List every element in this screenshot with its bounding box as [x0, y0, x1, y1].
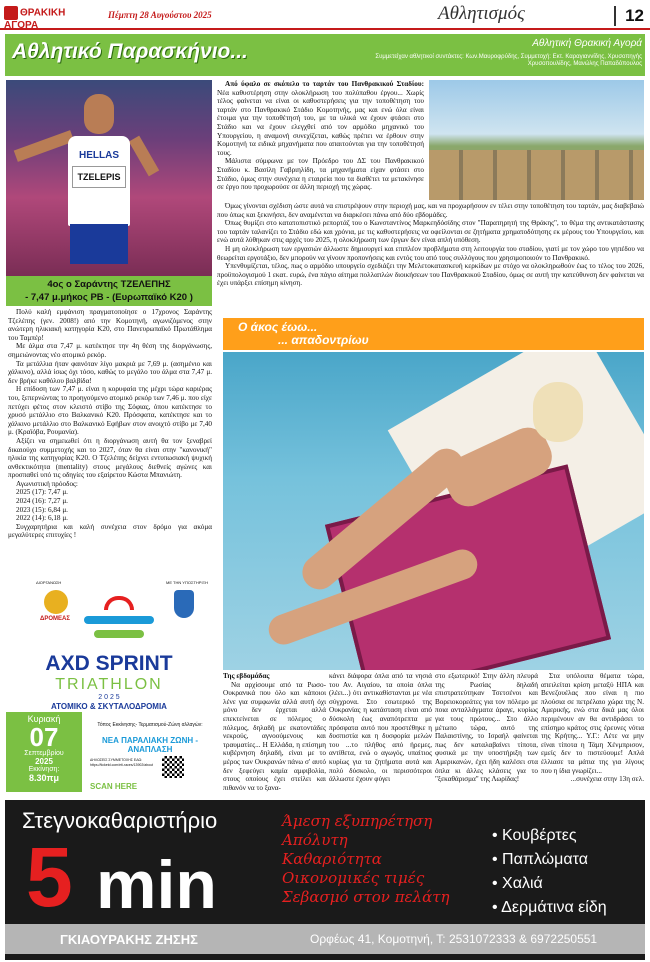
progress-item: 2025 (17): 7,47 μ. [16, 488, 68, 497]
track-materials [429, 150, 644, 200]
event-day: Κυριακή [27, 714, 61, 724]
org-label: ΔΙΟΡΓΑΝΩΣΗ [36, 580, 62, 585]
paragraph: Η μη ολοκλήρωση των εργασιών άλλωστε δημιουργεί και επιπλέον προβλήματα στη λειτουργία του σταδίου, γιατί με τον χώρο του γηπέδου να θεωρείται εργοτάξιο, δεν μπορούν να γίνουν προπονήσεις και εντός του από τους συλλόγους που χρησιμοποιούν το Πανθρακικό. [217, 244, 644, 262]
ad-address: Ορφέως 41, Κομοτηνή, Τ: 2531072333 & 6972250551 [310, 932, 598, 946]
slogan: Άμεση εξυπηρέτηση [282, 812, 433, 830]
jersey-text: HELLAS [79, 150, 119, 161]
caption-line-1: 4ος ο Σαράντης ΤΖΕΛΕΠΗΣ [47, 279, 171, 290]
service-label: Δερμάτινα είδη [501, 899, 607, 916]
support-label: ΜΕ ΤΗΝ ΥΠΟΣΤΗΡΙΞΗ [166, 580, 209, 585]
triathlon-figures-icon [84, 596, 154, 646]
banner-credits: Συμμετείχαν αθλητικοί συντάκτες: Κων.Μαυροφρύδης, Συμμετοχή: Εκτ. Καραγιαννίδης, Χρυσοπηγής Χρυσοπουλίδης, Μανώλης Παπαδόπουλος [375, 54, 642, 67]
stadium-article-top [217, 80, 424, 192]
qr-code-icon[interactable] [162, 756, 184, 778]
ad-number: 5 [26, 830, 73, 924]
progress-item: 2022 (14): 6,18 μ. [16, 514, 68, 523]
municipality-crest-icon [174, 590, 194, 618]
opinion-column-3 [435, 672, 538, 784]
paragraph: κάνει διάφορα όπλα από τα νησιά του Αν. Αιγαίου, τα οποία όπλα (λέει...) ότι αντικαθίστανται με νέα σύγχρονα. Στο εσωτερικό της Ουκρανίας η κατάσταση είναι από δύσκολη έως αναπότρεπτα με πρόσφατα αυτό που προστέθηκε η δυσπιστία και η δυσφορία μελών του ...το πλήθος από ήρεμες, αντίθετα, ενώ ο αγωγός, υπαίτιος κυρίως για τα ζητήματα αυτά και πολύ δύσκολο, οι περισσότεροι άλλωστε έχουν φύγει [329, 672, 432, 784]
scan-label: SCAN HERE [90, 782, 138, 791]
service-item: • Κουβέρτες [492, 827, 577, 844]
event-day-number: 07 [29, 722, 59, 752]
page-number: 12 [614, 6, 644, 26]
ad-min: min [96, 847, 217, 923]
slogan: Απόλυτη Καθαριότητα [282, 831, 382, 868]
athlete-arm-right [129, 136, 159, 177]
opinion-column-2 [329, 672, 432, 784]
event-year-box: 2025 [35, 757, 53, 766]
bib-name: TZELEPIS [72, 166, 126, 188]
service-item: • Παπλώματα [492, 851, 588, 868]
poolside-photo [223, 352, 644, 670]
caption-line-2: - 7,47 μ.μήκος PB - (Ευρωπαϊκό Κ20 ) [25, 292, 193, 303]
stadium-photo [429, 80, 644, 200]
service-label: Κουβέρτες [502, 827, 577, 844]
issue-date: Πέμπτη 28 Αυγούστου 2025 [108, 10, 212, 20]
registration-link[interactable]: ΔΗΛΩΣΕΙΣ ΣΥΜΜΕΤΟΧΗΣ ΕΔΩ: https://ticketd.com/eti-races/13902/about [90, 758, 154, 767]
athlete-article [8, 308, 212, 540]
paragraph: στο εξωτερικό! Στην άλλη πλευρά της Ρωσίας δηλαδή επιστρατεύτηκαν Τσετσένοι και Βορειοκορεάτες για τον πόλεμο με ποια ανταλλάγματα άραγε, κυρίως για τους πρώτους... Στο άλλο μέτωπο τώρα, αυτό της Παλαιστίνης, το Ισραήλ φαίνεται πως δεν καταλαβαίνει τίποτα, φυσικά με την υποστήριξη των Αμερικανών, έχει ήδη καλέσει στα όπλα κι άλλες κλάσεις για το "ξεκαθάρισμα" της Λωρίδας! [435, 672, 538, 784]
stadium-article [217, 202, 644, 288]
paragraph: Στα υπόλοιπα θέματα τώρα, απειλείται κρίση μεταξύ ΗΠΑ και Βενεζουέλας που είναι η πιο πλούσια σε πετρέλαιο χώρα της Ν. Αμερικής, ενώ στα δικά μας όλοι περιμένουν αν θα αντιδράσει το επίσημο κράτος στις έρευνες νότια της Κρήτης... Υ.Γ.: Λέτε να μην είναι τίποτα η Τάμη Χένμπρισον, εμείς δεν το πιστεύουμε! Απλά έλλιασε τα μάτια της για λίγους που η ίδια γνωρίζει... [541, 672, 644, 775]
continued-note: ...συνέχεια στην 13η σελ. [570, 775, 644, 784]
athlete-photo [6, 80, 212, 276]
paragraph: Νέα καθυστέρηση στην ολοκλήρωση του πολύπαθου έργου... Χωρίς τέλος φαίνεται να είναι οι καθυστερήσεις για την τοποθέτηση του ταρτάν στο Πανθρακικό Στάδιο Κομοτηνής, μας και ενώ όλα είναι έτοιμα για την τοποθέτησή του, με τα υλικά να έχουν φτάσει στο Στάδιο και να έχουν ελεγχθεί από τον αρμόδιο μηχανικό του Υπουργείου, η αναμονή συνεχίζεται, καθώς πρέπει να έρθουν στην Κομοτηνή τα ειδικά μηχανήματα που απαιτούνται για την τοποθέτησή τους. [217, 88, 424, 157]
service-list [492, 824, 607, 920]
club-logo-icon [44, 590, 68, 614]
opinion-title-line-1: Ο άκος έωω... [238, 320, 318, 334]
athlete-arm [14, 130, 74, 162]
service-item: • Δερμάτινα είδη [492, 899, 607, 916]
ad-slogans [282, 812, 452, 907]
figure-hair [533, 382, 583, 442]
progress-item: 2023 (15): 6,84 μ. [16, 505, 68, 514]
event-date-box [6, 712, 82, 792]
newspaper-logo [4, 6, 100, 31]
paragraph: Συγχαρητήρια και καλή συνέχεια στον δρόμο για ακόμα μεγαλύτερες επιτυχίες ! [8, 522, 212, 540]
athlete-shorts [70, 224, 128, 264]
location-label: Τόπος Εκκίνησης- Τερματισμού-Ζώνη αλλαγών: [97, 722, 203, 728]
progress-title: Αγωνιστική πρόοδος: [16, 479, 78, 488]
logo-text: ΘΡΑΚΙΚΗ ΑΓΟΡΑ [4, 7, 66, 31]
banner-title: Αθλητικό Παρασκήνιο... [12, 40, 248, 63]
event-month: Σεπτεμβρίου [24, 750, 64, 757]
progress-item: 2024 (16): 7,27 μ. [16, 497, 68, 506]
opinion-title [238, 321, 369, 347]
article-lead: Από ύφαλο σε σκόπελο το ταρτάν του Πανθρακικού Σταδίου: [225, 80, 424, 88]
paragraph: Μάλιστα σύμφωνα με τον Πρόεδρο του ΔΣ του Πανθρακικού Σταδίου κ. Βασίλη Γαβριηλίδη, τα μηχανήματα είχαν φτάσει στο Στάδιο, όμως στην συνέχεια η εταιρεία που τα διαθέτει τα μετακίνησε σε έργο που προχωρούσε σε άλλη περιοχή της χώρας. [217, 157, 424, 192]
event-subtitle: TRIATHLON [55, 676, 163, 693]
ad-owner: ΓΚΙΑΟΥΡΑΚΗΣ ΖΗΣΗΣ [60, 932, 198, 947]
club-name: ΔΡΟΜΕΑΣ [40, 616, 70, 622]
event-title: AXD SPRINT [45, 652, 173, 675]
paragraph: Υπενθυμίζεται, τέλος, πως ο αρμόδιο υπουργείο σχεδιάζει την Μελετοκατασκευή κερκίδων με στόχο να ολοκληρωθούν έως το τέλος του 2026, προϋπολογισμού 1 εκατ. ευρώ, ένα πάγιο αίτημα πολλαπλών διοικήσεων του Πανθρακικού Σταδίου, όμως σε αυτή την κατεύθυνση δεν φαίνεται να έχει υπάρξει επίσημη κίνηση. [217, 262, 644, 288]
athlete-caption [6, 276, 212, 306]
paragraph: Αξίζει να σημειωθεί ότι η διοργάνωση αυτή θα τον ξεναβρεί δικαιούχο συμμετοχής και το 2027, όταν θα είναι στην "κανονική" ηλικία της κατηγορίας Κ20. Ο Τζελέπης δείχνει εντυπωσιακή ψυχική ανθεκτικότητα (mentality) στους μεγάλους διεθνείς αγώνες και προσπαθεί υπό τις οδηγίες του εξαίρετου Κώστα Μπανιώτη. [8, 436, 212, 480]
slogan: Σεβασμό στον πελάτη [282, 888, 450, 906]
event-year: 2 0 2 5 [98, 694, 120, 701]
start-label: Εκκίνηση: [28, 766, 60, 773]
opinion-title-line-2: ... απαδοντρίωυ [278, 333, 369, 347]
athlete-head [84, 94, 114, 134]
paragraph: Όπως θυμίζει στο κατατοπιστικό ρεπορτάζ του ο Κωνσταντίνος Μαρκεηδόσίδης στον "Παρατηρητή της Θράκης", το θέμα της αντικατάστασης του ταρτάν ταλανίζει το Στάδιο εδώ και χρόνια, με τις καθυστερήσεις να οφείλονται σε ζητήματα χρηματοδότησης εκ μέρους του Υπουργείου, και ενώ αυτά λύθηκαν στις αρχές του 2025, η ολοκλήρωση των έργων δεν είναι απλή υπόθεση. [217, 219, 644, 245]
service-item: • Χαλιά [492, 875, 543, 892]
event-type: ΑΤΟΜΙΚΟ & ΣΚΥΤΑΛΟΔΡΟΜΙΑ [51, 702, 167, 711]
ad-title: Στεγνοκαθαριστήριο [22, 808, 218, 833]
paragraph: Τα μετάλλια ήταν φαινόταν λίγο μακριά με 7,69 μ. (ασημένιο και χάλκινο), αλλά ίσως όχι τόσο, καθώς το μεγάλο του άλμα στα 7,47 μ. δεν βρήκε καθόλου βαλβίδα! [8, 359, 212, 385]
opinion-column-4 [541, 672, 644, 784]
paragraph: Η επίδοση των 7,47 μ. είναι η κορυφαία της μέχρι τώρα καριέρας του, ξεπερνώντας το προηγούμενο ατομικό ρεκόρ των 7,46 μ. που είχε πετύχει φέτος στον κλειστό στίβο της Σόφιας, όπου κατέκτησε το χρυσό μετάλλιο στο Βαλκανικό Κ20. Πρόσφατα, κατέκτησε και το χάλκινο μετάλλιο στο Βαλκανικό Εφήβων στον ανοιχτό στίβο με 7,40 μ. (Κραϊόβα, Ρουμανία). [8, 385, 212, 437]
paragraph: Πολύ καλή εμφάνιση πραγματοποίησε ο 17χρονος Σαράντης Τζελέπης (γεν. 2008!) από την Κομοτηνή, αγωνιζόμενος στην ανώτερη ηλικιακή κατηγορία Κ20, στο Πανευρωπαϊκό Πρωτάθλημα του Ταμπέρ! [8, 308, 212, 342]
slogan: Οικονομικές τιμές [282, 869, 425, 887]
paragraph: Να αρχίσουμε από τα Ρωσο- Ουκρανικά που όλο και κάποιοι λένε για συμφωνία αλλά αυτή όχι μόνο δεν έρχεται αλλά επεκτείνεται σε πόλεμος ο πόλεμος, δηλαδή με εκατοντάδες νεκρούς, αγνοούμενους και τραυματίες... Η Ελλάδα, η επίσημη κυβέρνηση δηλαδή, είναι με το μέρος των Ουκρανών πάνω σ' αυτό δεν ξεφεύγει καμία αμφιβολία, στους οποίους έχει στείλει και πιθανόν να το ξανα- [223, 680, 326, 792]
logo-icon [4, 6, 18, 20]
section-title: Αθλητισμός [438, 3, 525, 24]
service-label: Χαλιά [502, 875, 543, 892]
location: ΝΕΑ ΠΑΡΑΛΙΑΚΗ ΖΩΝΗ - ΑΝΑΠΛΑΣΗ [101, 736, 199, 754]
column-heading: Της εβδομάδας [223, 672, 270, 680]
start-time: 8.30πμ [29, 773, 59, 783]
opinion-column-1 [223, 672, 326, 792]
athlete-jersey [68, 136, 130, 226]
paragraph: Όμως γίνονται σχέδιση ώστε αυτά να επιστρέψουν στην περιοχή μας, και να προχωρήσουν εν τέλει στην τοποθέτηση του ταρτάν, μας διαβεβαιώ που όπως και ξεκινήσει, δεν αναμένεται να διαρκέσει πάνω από δύο εβδομάδες. [217, 202, 644, 219]
paragraph: Με άλμα στα 7,47 μ. κατέκτησε την 4η θέση της διοργάνωσης, σημειώνοντας νέο ατομικό ρεκόρ. [8, 342, 212, 359]
service-label: Παπλώματα [502, 851, 588, 868]
banner-right: Αθλητική Θρακική Αγορά [532, 38, 642, 49]
